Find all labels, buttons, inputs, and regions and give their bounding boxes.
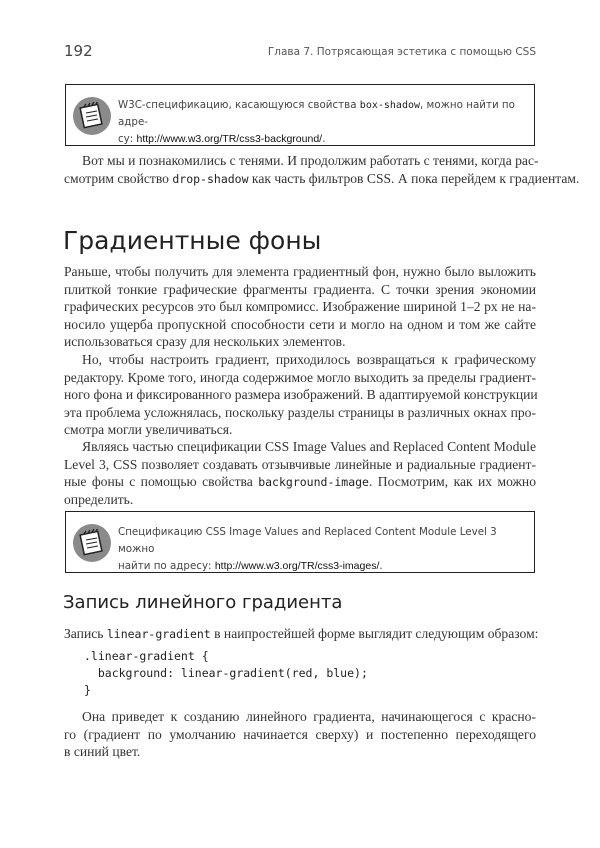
note-text: , можно найти по адре-: [118, 99, 515, 128]
note-text: .: [379, 560, 383, 572]
notepad-icon: [73, 524, 111, 562]
text-segment: Level 3, CSS позволяет создавать отзывчивые линейные и радиальные градиент-: [64, 456, 536, 472]
text-line: [64, 386, 536, 403]
text-segment: эта проблема усложнялась, поскольку разделы страницы в различных окнах про-: [64, 404, 536, 420]
code-block: .linear-gradient { background: linear-gradient(red, blue); }: [84, 649, 368, 697]
text-line: [64, 625, 539, 643]
text-line: [64, 421, 536, 438]
text-line: [64, 369, 536, 386]
text-line: [64, 743, 536, 760]
text-segment: го (градиент по умолчанию начинается сверху) и постепенно переходящего: [64, 726, 536, 742]
text-segment: смотра могли увеличиваться.: [64, 422, 233, 438]
inline-code: drop-shadow: [172, 171, 249, 186]
text-segment: носило ущерба пропускной способности сети и могло на одном и том же сайте: [64, 316, 536, 332]
text-line: [64, 351, 536, 368]
note-box-css-images: [65, 511, 535, 573]
text-line: [64, 726, 536, 743]
text-segment: в синий цвет.: [64, 744, 141, 760]
text-line: [64, 404, 536, 421]
text-segment: Раньше, чтобы получить для элемента градиентный фон, нужно было выложить: [64, 264, 536, 279]
text-line: [64, 491, 536, 508]
text-segment: ные фоны с помощью свойства: [64, 474, 259, 490]
page-number: 192: [64, 42, 93, 60]
text-segment: определить.: [64, 491, 134, 507]
text-segment: редактору. Кроме того, иногда содержимое могло выходить за пределы градиент-: [64, 369, 536, 385]
text-line: [64, 152, 539, 169]
text-segment: использоваться сразу для нескольких элементов.: [64, 334, 346, 350]
notepad-icon: [73, 97, 111, 135]
text-segment: как часть фильтров CSS. А пока перейдем к градиентам.: [248, 170, 580, 186]
text-line: [64, 708, 536, 725]
text-segment: плиткой тонкие графические фрагменты градиента. С точки зрения экономии: [64, 281, 536, 297]
text-line: [64, 298, 536, 315]
note-text: Спецификацию CSS Image Values and Replaced Content Module Level 3 можно: [118, 526, 497, 555]
text-segment: графических ресурсов это был компромисс. Изображение шириной 1–2 px не на-: [64, 299, 536, 315]
text-segment: ного фона и фиксированного размера изображений. В адаптируемой конструкции: [64, 387, 538, 403]
text-line: [64, 281, 536, 298]
text-segment: Являясь частью спецификации CSS Image Values and Replaced Content Module: [82, 439, 536, 454]
text-segment: . Посмотрим, как их можно: [368, 474, 536, 490]
text-line: [64, 438, 536, 455]
subsection-heading: Запись линейного градиента: [63, 592, 343, 613]
text-line: [64, 170, 580, 188]
text-segment: Запись: [64, 626, 107, 641]
note-url-link[interactable]: http://www.w3.org/TR/css3-images/: [214, 560, 380, 572]
note-text: найти по адресу:: [118, 560, 215, 572]
note-code: box-shadow: [359, 100, 421, 111]
inline-code: linear-gradient: [106, 627, 211, 641]
note-url-link[interactable]: http://www.w3.org/TR/css3-background/: [136, 133, 323, 145]
text-line: [64, 456, 536, 473]
section-heading: Градиентные фоны: [63, 226, 322, 255]
note-text: .: [322, 133, 326, 145]
text-line: [64, 333, 536, 350]
note-text: су:: [118, 133, 137, 145]
running-header: Глава 7. Потрясающая эстетика с помощью CSS: [267, 46, 536, 58]
text-segment: Она приведет к созданию линейного градиента, начинающегося с красно-: [82, 709, 536, 724]
note-text: W3C-спецификацию, касающуюся свойства: [118, 99, 360, 111]
text-line: [64, 263, 536, 280]
text-segment: Вот мы и познакомились с тенями. И продолжим работать с тенями, когда рас-: [82, 153, 539, 168]
inline-code: background-image: [258, 475, 369, 490]
text-segment: смотрим свойство: [64, 170, 173, 186]
text-segment: в наипростейшей форме выглядит следующим образом:: [210, 626, 539, 641]
text-segment: Но, чтобы настроить градиент, приходилось возвращаться к графическому: [82, 352, 536, 367]
text-line: [64, 316, 536, 333]
text-line: [64, 473, 536, 491]
note-box-box-shadow: [65, 84, 535, 146]
